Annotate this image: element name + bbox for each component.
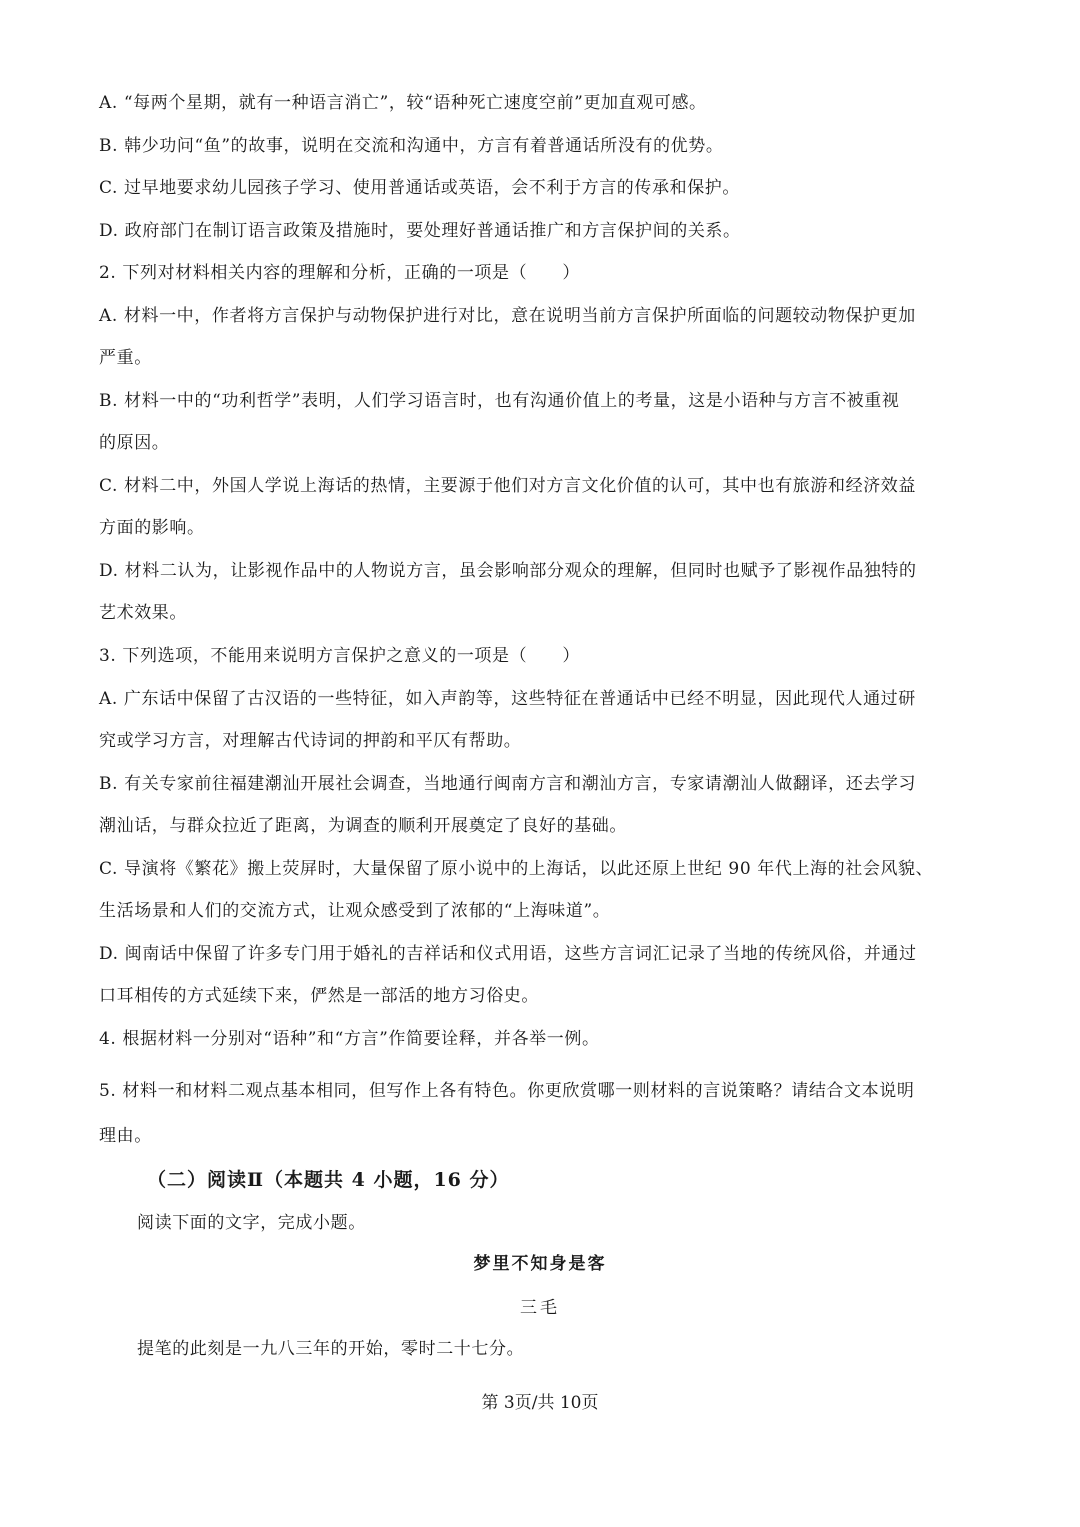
article-first-sentence: 提笔的此刻是一九八三年的开始，零时二十七分。 xyxy=(137,1339,525,1359)
section-title: （二）阅读Ⅱ（本题共 4 小题，16 分） xyxy=(147,1169,510,1191)
option-c-q2: C. 材料二中，外国人学说上海话的热情，主要源于他们对方言文化价值的认可，其中也有旅游和经济效益 xyxy=(99,476,917,496)
option-a-q1: A. “每两个星期，就有一种语言消亡”，较“语种死亡速度空前”更加直观可感。 xyxy=(99,93,707,113)
option-b-q2: B. 材料一中的“功利哲学”表明，人们学习语言时，也有沟通价值上的考量，这是小语种与方言不被重视 xyxy=(99,391,900,411)
option-a-q2: A. 材料一中，作者将方言保护与动物保护进行对比，意在说明当前方言保护所面临的问题较动物保护更加 xyxy=(99,306,916,326)
question-5: 5. 材料一和材料二观点基本相同，但写作上各有特色。你更欣赏哪一则材料的言说策略？请结合文本说明 xyxy=(99,1081,915,1101)
question-2: 2. 下列对材料相关内容的理解和分析，正确的一项是（ ） xyxy=(99,263,581,283)
reading-instruction: 阅读下面的文字，完成小题。 xyxy=(137,1213,366,1233)
option-b-q1: B. 韩少功问“鱼”的故事，说明在交流和沟通中，方言有着普通话所没有的优势。 xyxy=(99,136,724,156)
question-3: 3. 下列选项，不能用来说明方言保护之意义的一项是（ ） xyxy=(99,646,581,666)
option-b-q3-cont: 潮汕话，与群众拉近了距离，为调查的顺利开展奠定了良好的基础。 xyxy=(99,816,627,836)
option-d-q3-cont: 口耳相传的方式延续下来，俨然是一部活的地方习俗史。 xyxy=(99,986,539,1006)
question-4: 4. 根据材料一分别对“语种”和“方言”作简要诠释，并各举一例。 xyxy=(99,1029,600,1049)
option-d-q1: D. 政府部门在制订语言政策及措施时，要处理好普通话推广和方言保护间的关系。 xyxy=(99,221,741,241)
option-a-q2-cont: 严重。 xyxy=(99,348,152,368)
article-author: 三毛 xyxy=(520,1298,560,1318)
option-c-q1: C. 过早地要求幼儿园孩子学习、使用普通话或英语，会不利于方言的传承和保护。 xyxy=(99,178,741,198)
option-a-q3: A. 广东话中保留了古汉语的一些特征，如入声韵等，这些特征在普通话中已经不明显，因此现代人通过研 xyxy=(99,689,916,709)
option-a-q3-cont: 究或学习方言，对理解古代诗词的押韵和平仄有帮助。 xyxy=(99,731,522,751)
option-b-q3: B. 有关专家前往福建潮汕开展社会调查，当地通行闽南方言和潮汕方言，专家请潮汕人做翻译，还去学习 xyxy=(99,774,917,794)
option-c-q2-cont: 方面的影响。 xyxy=(99,518,205,538)
page-footer: 第 3页/共 10页 xyxy=(481,1393,599,1413)
option-d-q2-cont: 艺术效果。 xyxy=(99,603,187,623)
option-c-q3-cont: 生活场景和人们的交流方式，让观众感受到了浓郁的“上海味道”。 xyxy=(99,901,611,921)
option-b-q2-cont: 的原因。 xyxy=(99,433,170,453)
article-title: 梦里不知身是客 xyxy=(473,1254,607,1274)
option-d-q3: D. 闽南话中保留了许多专门用于婚礼的吉祥话和仪式用语，这些方言词汇记录了当地的传统风俗，并通过 xyxy=(99,944,917,964)
option-d-q2: D. 材料二认为，让影视作品中的人物说方言，虽会影响部分观众的理解，但同时也赋予了影视作品独特的 xyxy=(99,561,917,581)
question-5-cont: 理由。 xyxy=(99,1126,152,1146)
option-c-q3: C. 导演将《繁花》搬上荧屏时，大量保留了原小说中的上海话，以此还原上世纪 90 年代上海的社会风貌、 xyxy=(99,859,934,879)
